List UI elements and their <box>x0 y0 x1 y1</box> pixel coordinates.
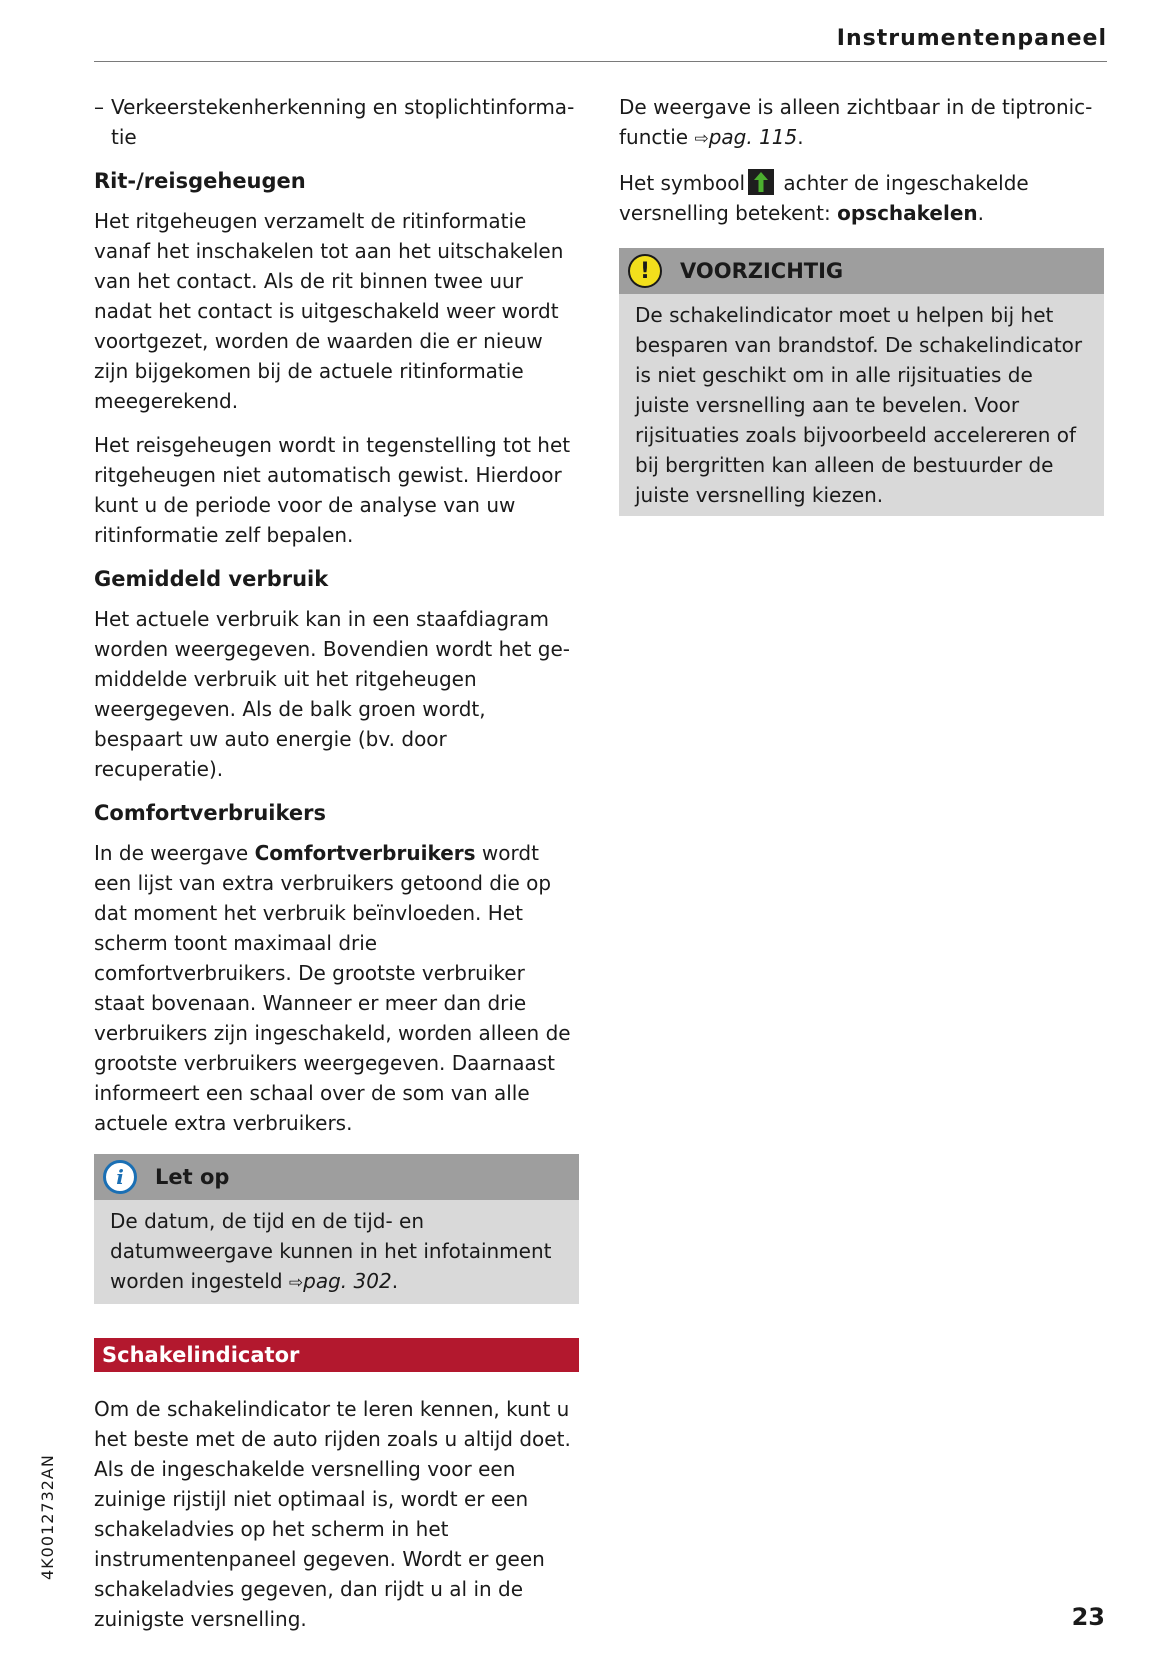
tiptronic-text: De weergave is alleen zichtbaar in de tiptronic-functie <box>619 95 1093 149</box>
caution-text: De schakelindicator moet u helpen bij het besparen van brandstof. De schakelindicator is niet geschikt om in alle rijsituaties de juiste versnelling aan te bevelen. Voor rijsituaties zoals bijvoorbeeld accelereren of bij bergritten kan alleen de bestuurder de juiste versnelling kiezen. <box>635 303 1083 507</box>
tiptronic-suffix: . <box>797 125 804 149</box>
symbol-text-mid: achter de ingeschakelde versnelling betekent: <box>619 171 1029 225</box>
list-item <box>94 92 579 152</box>
comfort-consumers-paragraph <box>94 838 579 1138</box>
note-box-header <box>94 1154 579 1200</box>
comfort-text-start: In de weergave <box>94 841 255 865</box>
caution-title: VOORZICHTIG <box>680 259 844 283</box>
shift-indicator-paragraph: Om de schakelindicator te leren kennen, kunt u het beste met de auto rijden zoals u altijd doet. Als de ingeschakelde versnelling voor een zuinige rijstijl niet optimaal is, wordt er een schakeladvies op het scherm in het instrumentenpaneel gegeven. Wordt er geen schakeladvies gegeven, dan rijdt u al in de zuinigste versnelling. <box>94 1397 571 1631</box>
symbol-text-suffix: . <box>977 201 985 225</box>
note-text-suffix: . <box>391 1269 399 1293</box>
header-divider <box>94 61 1107 62</box>
comfort-consumers-heading: Comfortverbruikers <box>94 801 327 825</box>
document-code: 4K0012732AN <box>38 1454 57 1580</box>
comfort-text-end: wordt een lijst van extra verbruikers getoond die op dat moment het verbruik beïnvloeden. Het scherm toont maximaal drie comfortverbruikers. De grootste verbruiker staat bovenaan. Wanneer er meer dan drie verbruikers zijn ingeschakeld, worden alleen de grootste verbruikers weergegeven. Daarnaast informeert een schaal over de som van alle actuele extra verbruikers. <box>94 841 571 1135</box>
symbol-paragraph <box>619 168 1104 228</box>
page-number: 23 <box>1071 1603 1105 1631</box>
tiptronic-page-reference[interactable]: pag. 115 <box>708 125 798 149</box>
arrow-right-icon: ⇨ <box>288 1273 304 1293</box>
left-column <box>94 92 579 1648</box>
average-consumption-heading: Gemiddeld verbruik <box>94 567 329 591</box>
list-item-text: Verkeerstekenherkenning en stoplichtinformatie <box>111 95 575 149</box>
green-upshift-arrow-icon <box>748 169 774 195</box>
comfort-text-bold: Comfortverbruikers <box>254 841 476 865</box>
running-header: Instrumentenpaneel <box>836 26 1107 51</box>
trip-memory-heading: Rit-/reisgeheugen <box>94 169 306 193</box>
note-box-body <box>94 1200 579 1304</box>
average-consumption-paragraph: Het actuele verbruik kan in een staafdiagram worden weergegeven. Bovendien wordt het gemiddelde verbruik uit het ritgeheugen weergegeven. Als de balk groen wordt, bespaart uw auto energie (bv. door recuperatie). <box>94 607 570 781</box>
section-title-bar: Schakelindicator <box>94 1338 579 1372</box>
note-title: Let op <box>155 1165 230 1189</box>
symbol-text-bold: opschakelen <box>837 201 978 225</box>
arrow-right-icon: ⇨ <box>694 129 709 149</box>
caution-box-body <box>619 294 1104 516</box>
symbol-text-start: Het symbool <box>619 171 746 195</box>
caution-box-header <box>619 248 1104 294</box>
right-column <box>619 92 1104 536</box>
warning-icon: ! <box>628 254 662 288</box>
caution-box <box>619 248 1104 516</box>
note-text-main: De datum, de tijd en de tijd- en datumweergave kunnen in het infotainment worden ingesteld <box>110 1209 552 1293</box>
trip-memory-paragraph-2: Het reisgeheugen wordt in tegenstelling tot het ritgeheugen niet automatisch gewist. Hierdoor kunt u de periode voor de analyse van uw ritinformatie zelf bepalen. <box>94 433 571 547</box>
note-text <box>110 1206 563 1298</box>
tiptronic-paragraph <box>619 92 1104 154</box>
note-page-reference[interactable]: pag. 302 <box>303 1269 392 1293</box>
trip-memory-paragraph-1: Het ritgeheugen verzamelt de ritinformatie vanaf het inschakelen tot aan het uitschakelen van het contact. Als de rit binnen twee uur nadat het contact is uitgeschakeld weer wordt voortgezet, worden de waarden die er nieuw zijn bijgekomen bij de actuele ritinformatie meegerekend. <box>94 209 564 413</box>
note-box <box>94 1154 579 1304</box>
info-icon: i <box>103 1160 137 1194</box>
dash-bullet: – <box>94 95 104 119</box>
